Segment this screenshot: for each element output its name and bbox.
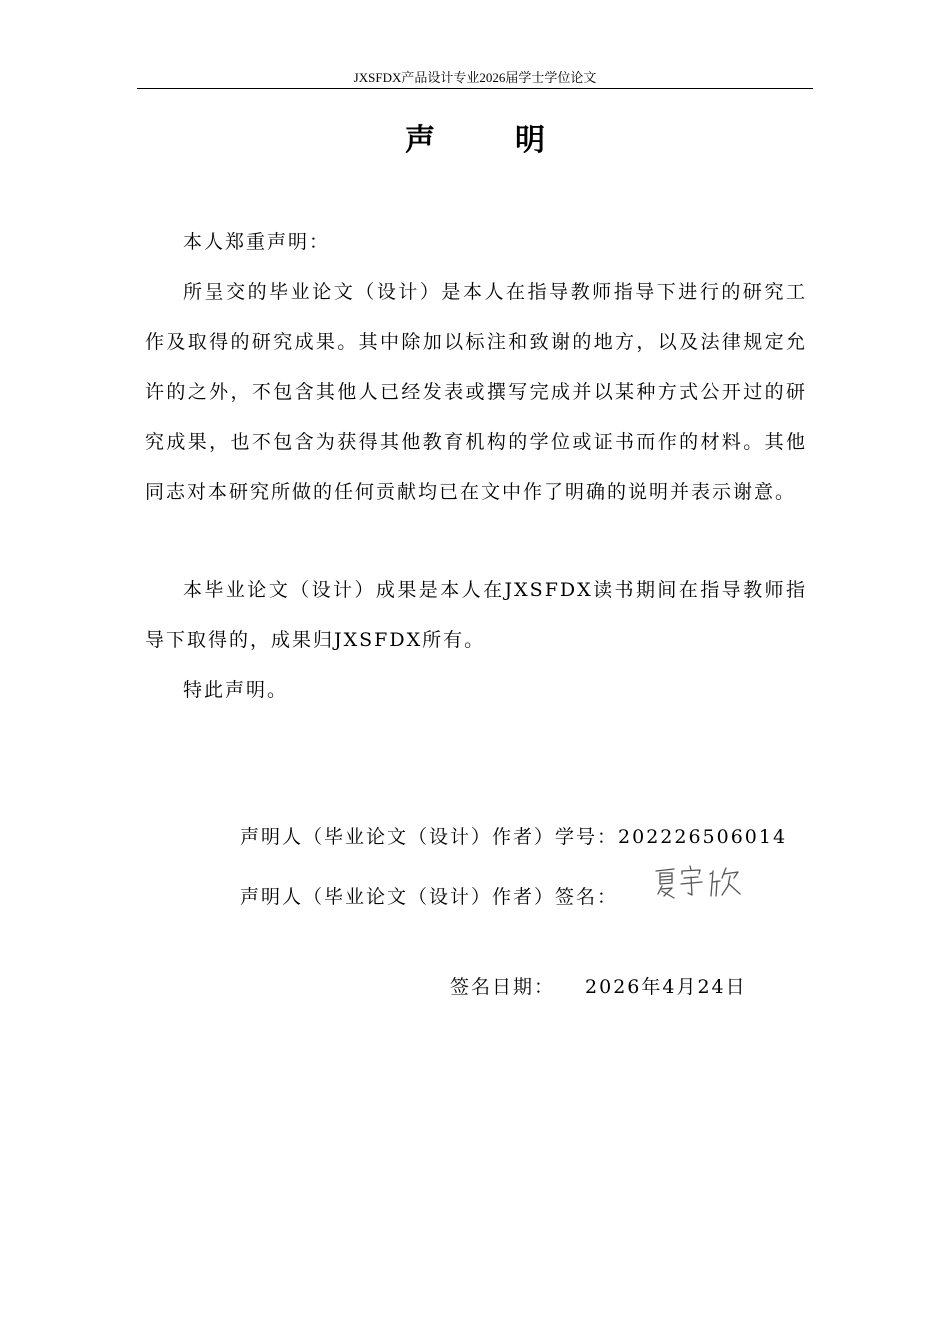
main-paragraph: 所呈交的毕业论文（设计）是本人在指导教师指导下进行的研究工作及取得的研究成果。其中除加以标注和致谢的地方，以及法律规定允许的之外，不包含其他人已经发表或撰写完成并以某种方式公开过的研究成果，也不包含为获得其他教育机构的学位或证书而作的材料。其他同志对本研究所做的任何贡献均已在文中作了明确的说明并表示谢意。	[145, 281, 807, 503]
date-value: 2026年4月24日	[585, 976, 747, 998]
student-id-label: 声明人（毕业论文（设计）作者）学号：	[240, 826, 619, 848]
header-text: JXSFDX产品设计专业2026届学士学位论文	[353, 70, 597, 85]
page-header	[137, 68, 813, 89]
second-paragraph: 本毕业论文（设计）成果是本人在JXSFDX读书期间在指导教师指导下取得的，成果归JXSFDX所有。	[145, 579, 807, 651]
date-label: 签名日期：	[450, 976, 556, 998]
signature-label: 声明人（毕业论文（设计）作者）签名：	[240, 886, 619, 908]
closing-paragraph: 特此声明。	[183, 679, 289, 701]
handwritten-signature	[652, 862, 744, 902]
date-line	[450, 972, 747, 1002]
page-title: 声明	[405, 123, 625, 158]
intro-paragraph: 本人郑重声明：	[183, 231, 331, 253]
student-id-value: 202226506014	[618, 826, 788, 848]
signature-line	[240, 882, 618, 912]
student-id-line	[240, 822, 787, 852]
